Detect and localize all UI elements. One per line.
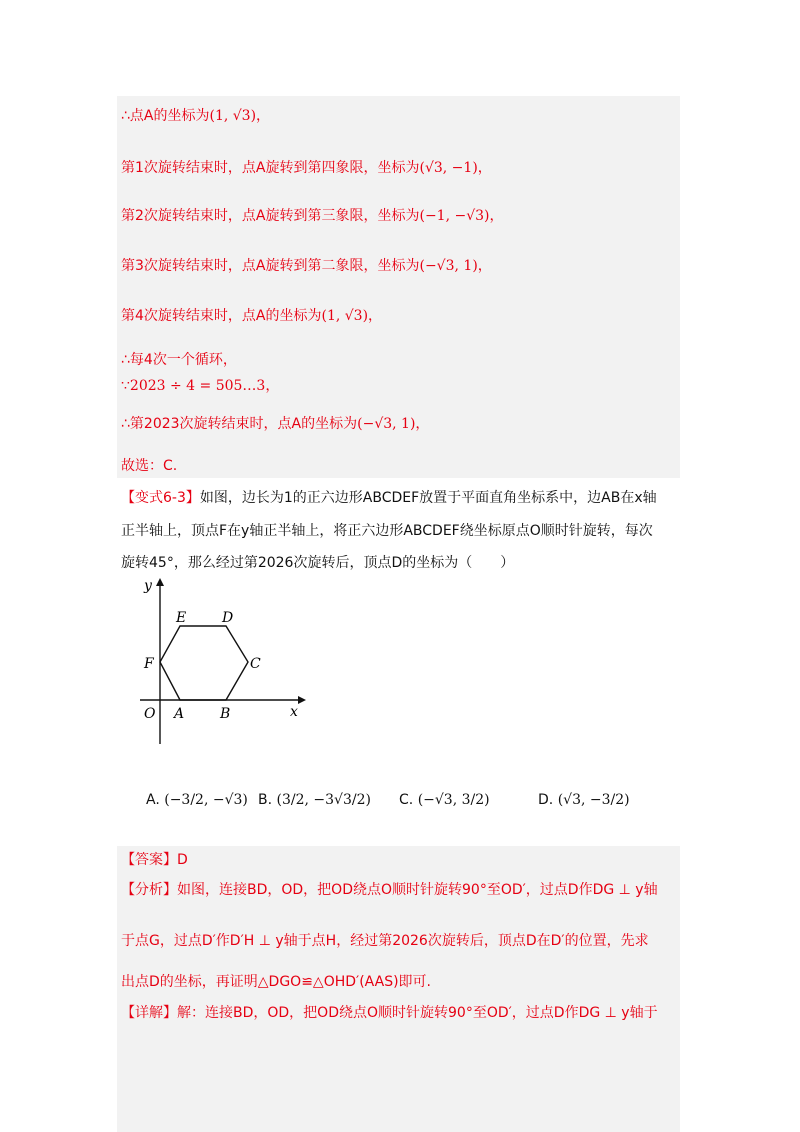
- label-F: F: [144, 656, 154, 672]
- solution-choice: 故选：C.: [121, 458, 178, 474]
- question-tag: 【变式6-3】: [121, 490, 200, 506]
- answer-line: 【答案】D: [121, 852, 188, 868]
- question-line-3: 旋转45°，那么经过第2026次旋转后，顶点D的坐标为（ ）: [121, 555, 515, 571]
- solution-line-2: 第1次旋转结束时，点A旋转到第四象限，坐标为(√3, −1)，: [121, 160, 492, 176]
- label-B: B: [220, 706, 231, 722]
- detail-line: 【详解】解：连接BD，OD，把OD绕点O顺时针旋转90°至OD′，过点D作DG ⊥ y轴于: [121, 1005, 658, 1021]
- question-line-1: 【变式6-3】如图，边长为1的正六边形ABCDEF放置于平面直角坐标系中，边AB在x轴: [121, 490, 657, 506]
- analysis-line-3: 出点D的坐标，再证明△DGO≌△OHD′(AAS)即可.: [121, 974, 432, 990]
- solution-line-1: ∴点A的坐标为(1, √3)，: [121, 108, 271, 124]
- solution-cycle: ∴每4次一个循环，: [121, 352, 237, 368]
- hexagon: [160, 626, 248, 700]
- option-d[interactable]: D. (√3, −3/2): [538, 792, 630, 808]
- analysis-line-2: 于点G，过点D′作D′H ⊥ y轴于点H，经过第2026次旋转后，顶点D在D′的位置，先求: [121, 933, 649, 949]
- label-E: E: [176, 610, 187, 626]
- solution-division: ∵2023 ÷ 4 = 505…3，: [121, 378, 280, 394]
- label-C: C: [250, 656, 261, 672]
- x-axis-arrow: [298, 696, 306, 704]
- solution-conclusion: ∴第2023次旋转结束时，点A的坐标为(−√3, 1)，: [121, 416, 430, 432]
- solution-line-4: 第3次旋转结束时，点A旋转到第二象限，坐标为(−√3, 1)，: [121, 258, 492, 274]
- question-line-2: 正半轴上，顶点F在y轴正半轴上，将正六边形ABCDEF绕坐标原点O顺时针旋转，每次: [121, 523, 653, 539]
- option-c[interactable]: C. (−√3, 3/2): [399, 792, 490, 808]
- hexagon-figure: [138, 572, 308, 752]
- y-axis-arrow: [156, 578, 164, 586]
- label-D: D: [222, 610, 234, 626]
- solution-line-3: 第2次旋转结束时，点A旋转到第三象限，坐标为(−1, −√3)，: [121, 208, 504, 224]
- option-b[interactable]: B. (3/2, −3√3/2): [258, 792, 371, 808]
- label-y: y: [144, 578, 152, 594]
- label-x: x: [290, 704, 298, 720]
- label-A: A: [174, 706, 185, 722]
- label-O: O: [144, 706, 156, 722]
- option-a[interactable]: A. (−3/2, −√3): [146, 792, 248, 808]
- solution-line-5: 第4次旋转结束时，点A的坐标为(1, √3)，: [121, 308, 383, 324]
- analysis-line-1: 【分析】如图，连接BD，OD，把OD绕点O顺时针旋转90°至OD′，过点D作DG ⊥ y轴: [121, 882, 658, 898]
